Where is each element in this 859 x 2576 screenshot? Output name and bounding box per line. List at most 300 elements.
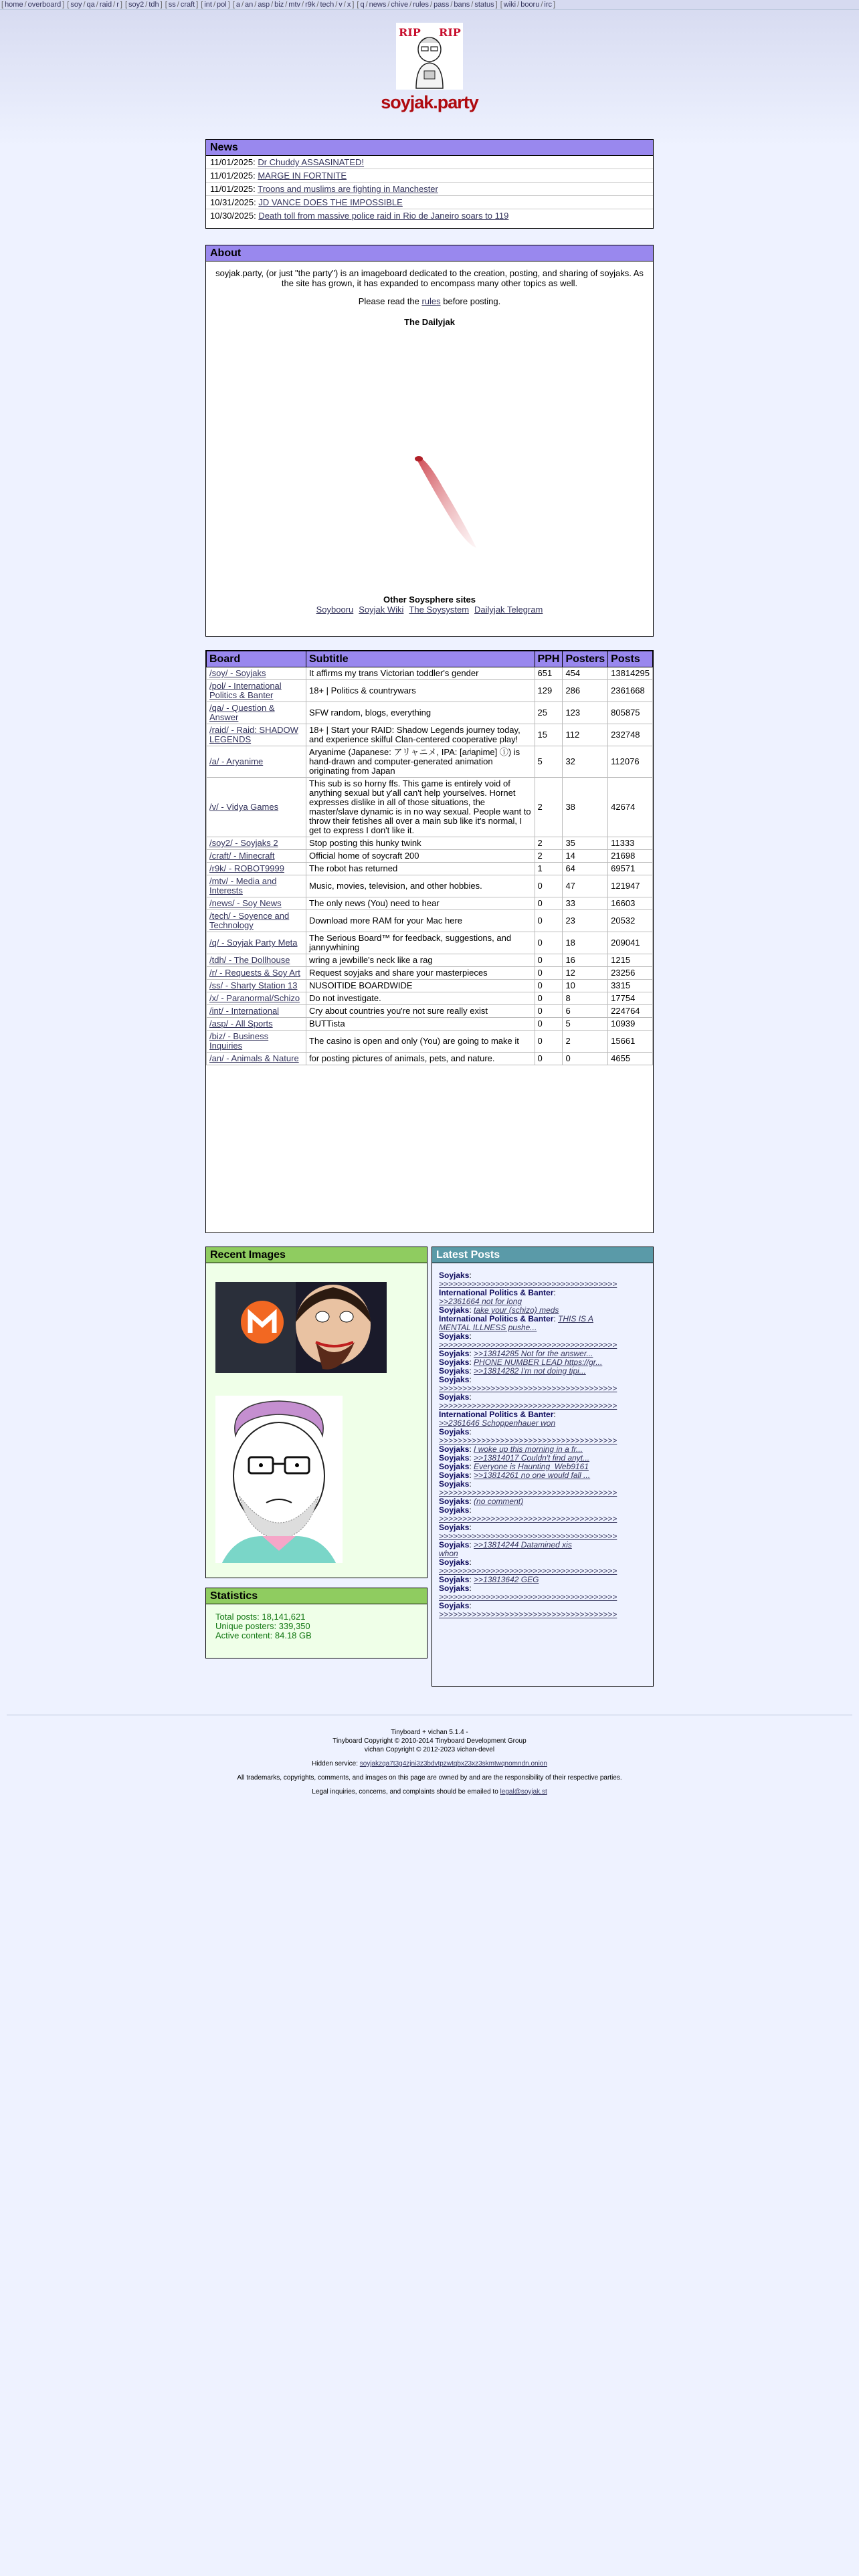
- latest-post-snippet[interactable]: >>2361646 Schoppenhauer won: [439, 1419, 556, 1428]
- site-logo: [396, 23, 463, 90]
- board-link[interactable]: /soy/ - Soyjaks: [209, 668, 266, 678]
- latest-post-line: [432, 1532, 653, 1541]
- nav-bracket: [: [357, 1, 359, 9]
- board-link[interactable]: /news/ - Soy News: [209, 898, 282, 908]
- col-posts: Posts: [608, 651, 653, 667]
- nav-link-tdh[interactable]: tdh: [149, 1, 159, 9]
- latest-post-board[interactable]: International Politics & Banter: [439, 1289, 554, 1297]
- board-posts: 21698: [608, 850, 653, 863]
- latest-post-snippet[interactable]: >>2361664 not for long: [439, 1297, 522, 1306]
- recent-image-1[interactable]: [215, 1282, 387, 1373]
- board-link[interactable]: /tech/ - Soyence and Technology: [209, 911, 290, 930]
- nav-bracket: ]: [352, 1, 355, 9]
- nav-link-bans[interactable]: bans: [454, 1, 470, 9]
- board-subtitle: SFW random, blogs, everything: [306, 702, 535, 724]
- latest-post-snippet[interactable]: >>>>>>>>>>>>>>>>>>>>>>>>>>>>>>>>>>>>>>: [439, 1436, 617, 1445]
- latest-post-line: [432, 1593, 653, 1602]
- news-link[interactable]: Death toll from massive police raid in Rio de Janeiro soars to 119: [258, 211, 509, 221]
- latest-post-colon: :: [469, 1358, 474, 1367]
- board-row: [207, 778, 653, 837]
- boards-header-row: [207, 651, 653, 667]
- news-date: 11/01/2025:: [210, 184, 256, 194]
- nav-link-craft[interactable]: craft: [180, 1, 195, 9]
- board-link[interactable]: /raid/ - Raid: SHADOW LEGENDS: [209, 725, 298, 744]
- board-cell: [207, 967, 306, 980]
- board-posts: 11333: [608, 837, 653, 850]
- nav-separator: /: [213, 1, 216, 9]
- latest-post-line: [432, 1436, 653, 1445]
- latest-post-snippet[interactable]: >>>>>>>>>>>>>>>>>>>>>>>>>>>>>>>>>>>>>>: [439, 1489, 617, 1497]
- board-link[interactable]: /qa/ - Question & Answer: [209, 703, 275, 722]
- latest-post-snippet[interactable]: >>13814282 I'm not doing tipi...: [474, 1367, 586, 1376]
- latest-post-board[interactable]: Soyjaks: [439, 1350, 470, 1358]
- statistics-box: [205, 1588, 427, 1658]
- board-pph: 129: [535, 680, 563, 702]
- board-link[interactable]: /r/ - Requests & Soy Art: [209, 968, 300, 978]
- latest-post-colon: :: [469, 1558, 472, 1567]
- board-pph: 0: [535, 1018, 563, 1031]
- latest-post-line: [432, 1610, 653, 1619]
- latest-posts-box: [432, 1247, 654, 1687]
- latest-post-board[interactable]: Soyjaks: [439, 1471, 470, 1480]
- latest-post-line: [432, 1497, 653, 1506]
- latest-post-board[interactable]: Soyjaks: [439, 1584, 470, 1593]
- recent-image-2[interactable]: [215, 1396, 343, 1563]
- latest-post-board[interactable]: Soyjaks: [439, 1480, 470, 1489]
- nav-link-irc[interactable]: irc: [544, 1, 553, 9]
- latest-post-line: [432, 1323, 653, 1332]
- legal-email-link[interactable]: legal@soyjak.st: [500, 1788, 547, 1796]
- latest-post-board[interactable]: Soyjaks: [439, 1428, 470, 1436]
- nav-link-int[interactable]: int: [204, 1, 212, 9]
- board-posts: 1215: [608, 954, 653, 967]
- board-subtitle: 18+ | Start your RAID: Shadow Legends journey today, and experience skilful Clan-centered cooperative play!: [306, 724, 535, 746]
- footer-line2: Tinyboard Copyright © 2010-2014 Tinyboard Development Group: [332, 1737, 527, 1745]
- board-row: [207, 980, 653, 992]
- latest-post-board[interactable]: International Politics & Banter: [439, 1315, 554, 1323]
- board-link[interactable]: /asp/ - All Sports: [209, 1018, 273, 1029]
- hidden-service-label: Hidden service:: [312, 1760, 360, 1767]
- news-link[interactable]: MARGE IN FORTNITE: [258, 171, 347, 181]
- nav-link-qa[interactable]: qa: [86, 1, 95, 9]
- col-board: Board: [207, 651, 306, 667]
- board-posters: 16: [563, 954, 608, 967]
- nav-link-x[interactable]: x: [347, 1, 351, 9]
- nav-link-an[interactable]: an: [245, 1, 254, 9]
- nav-link-raid[interactable]: raid: [99, 1, 112, 9]
- latest-post-colon: :: [469, 1541, 474, 1549]
- latest-post-snippet[interactable]: >>>>>>>>>>>>>>>>>>>>>>>>>>>>>>>>>>>>>>: [439, 1610, 617, 1619]
- board-link[interactable]: /tdh/ - The Dollhouse: [209, 955, 290, 965]
- board-posts: 232748: [608, 724, 653, 746]
- news-link[interactable]: Troons and muslims are fighting in Manchester: [258, 184, 438, 194]
- board-subtitle: Aryanime (Japanese: アリャニメ, IPA: [aɾʲaɲime] ⓘ) is hand-drawn and computer-generated animation originating from Japan: [306, 746, 535, 778]
- news-link[interactable]: Dr Chuddy ASSASINATED!: [258, 157, 365, 167]
- nav-bracket: [: [1, 1, 4, 9]
- board-subtitle: wring a jewbille's neck like a rag: [306, 954, 535, 967]
- news-link[interactable]: JD VANCE DOES THE IMPOSSIBLE: [258, 197, 403, 207]
- board-pph: 0: [535, 1005, 563, 1018]
- nav-link-v[interactable]: v: [339, 1, 343, 9]
- board-posters: 35: [563, 837, 608, 850]
- board-posters: 18: [563, 932, 608, 954]
- nav-link-wiki[interactable]: wiki: [503, 1, 516, 9]
- latest-post-snippet[interactable]: >>>>>>>>>>>>>>>>>>>>>>>>>>>>>>>>>>>>>>: [439, 1593, 617, 1602]
- latest-post-line: [432, 1419, 653, 1428]
- rules-link[interactable]: rules: [421, 296, 441, 306]
- board-pph: 0: [535, 1031, 563, 1053]
- top-nav-bar: [0, 0, 859, 10]
- latest-post-board[interactable]: Soyjaks: [439, 1332, 470, 1341]
- latest-post-board[interactable]: Soyjaks: [439, 1358, 470, 1367]
- board-cell: [207, 1018, 306, 1031]
- about-intro: soyjak.party, (or just "the party") is an imageboard dedicated to the creation, posting, and sharing of soyjaks. As the site has grown, it has expanded to encompass many other topics as well.: [215, 268, 644, 288]
- board-row: [207, 910, 653, 932]
- hidden-service-link[interactable]: soyjakzqa7t3g4zjni3z3bdvtpzwtqbx23xz3skmtwqnomndn.onion: [359, 1760, 547, 1767]
- board-link[interactable]: /biz/ - Business Inquiries: [209, 1031, 269, 1051]
- about-heading: About: [206, 245, 653, 261]
- nav-bracket: ]: [160, 1, 163, 9]
- about-box: [205, 245, 654, 637]
- board-row: [207, 850, 653, 863]
- board-posters: 32: [563, 746, 608, 778]
- latest-post-line: [432, 1558, 653, 1567]
- latest-post-line: [432, 1471, 653, 1480]
- latest-post-board[interactable]: Soyjaks: [439, 1463, 470, 1471]
- board-row: [207, 954, 653, 967]
- nav-link-pol[interactable]: pol: [217, 1, 227, 9]
- latest-post-colon: :: [469, 1428, 472, 1436]
- other-site-link[interactable]: Dailyjak Telegram: [474, 605, 543, 615]
- latest-post-board[interactable]: Soyjaks: [439, 1454, 470, 1463]
- board-row: [207, 702, 653, 724]
- board-row: [207, 1053, 653, 1065]
- board-link[interactable]: /mtv/ - Media and Interests: [209, 876, 277, 895]
- board-link[interactable]: /soy2/ - Soyjaks 2: [209, 838, 278, 848]
- board-posters: 8: [563, 992, 608, 1005]
- nav-bracket: ]: [62, 1, 65, 9]
- board-link[interactable]: /v/ - Vidya Games: [209, 802, 279, 812]
- nav-bracket: ]: [120, 1, 122, 9]
- latest-post-colon: :: [469, 1463, 474, 1471]
- nav-separator: /: [471, 1, 474, 9]
- latest-post-line: [432, 1576, 653, 1584]
- latest-post-snippet[interactable]: >>13814261 no one would fall ...: [474, 1471, 591, 1480]
- nav-separator: /: [316, 1, 319, 9]
- board-link[interactable]: /ss/ - Sharty Station 13: [209, 980, 298, 990]
- board-posters: 2: [563, 1031, 608, 1053]
- nav-link-booru[interactable]: booru: [520, 1, 540, 9]
- nav-separator: /: [241, 1, 244, 9]
- news-date: 10/31/2025:: [210, 197, 256, 207]
- latest-post-snippet[interactable]: >>>>>>>>>>>>>>>>>>>>>>>>>>>>>>>>>>>>>>: [439, 1515, 617, 1523]
- latest-post-line: [432, 1332, 653, 1341]
- latest-post-colon: :: [469, 1480, 472, 1489]
- board-subtitle: The Serious Board™ for feedback, suggestions, and jannywhining: [306, 932, 535, 954]
- board-cell: [207, 837, 306, 850]
- latest-post-line: [432, 1523, 653, 1532]
- latest-post-snippet[interactable]: Everyone is Haunting_Web9161: [474, 1463, 589, 1471]
- board-row: [207, 897, 653, 910]
- board-cell: [207, 980, 306, 992]
- nav-link-overboard[interactable]: overboard: [27, 1, 62, 9]
- latest-post-board[interactable]: Soyjaks: [439, 1558, 470, 1567]
- board-cell: [207, 910, 306, 932]
- latest-post-colon: :: [469, 1584, 472, 1593]
- nav-link-soy2[interactable]: soy2: [128, 1, 145, 9]
- latest-post-board[interactable]: Soyjaks: [439, 1306, 470, 1315]
- board-posters: 6: [563, 1005, 608, 1018]
- latest-post-snippet[interactable]: >>>>>>>>>>>>>>>>>>>>>>>>>>>>>>>>>>>>>>: [439, 1384, 617, 1393]
- board-pph: 15: [535, 724, 563, 746]
- board-subtitle: 18+ | Politics & countrywars: [306, 680, 535, 702]
- nav-link-soy[interactable]: soy: [70, 1, 82, 9]
- nav-link-chive[interactable]: chive: [391, 1, 409, 9]
- board-subtitle: Music, movies, television, and other hobbies.: [306, 875, 535, 897]
- board-subtitle: This sub is so horny ffs. This game is entirely void of anything sexual but y'all can't help yourselves. Hornet expresses dislike in all of those situations, the master/slave dynamic is in no way sexual. People want to throw their fetishes all over a main sub like it's normal, I get to express I don't like it.: [306, 778, 535, 837]
- board-posters: 112: [563, 724, 608, 746]
- news-item: [206, 183, 653, 196]
- board-pph: 2: [535, 850, 563, 863]
- board-posts: 17754: [608, 992, 653, 1005]
- board-pph: 0: [535, 897, 563, 910]
- news-item: [206, 169, 653, 183]
- board-cell: [207, 680, 306, 702]
- board-posts: 805875: [608, 702, 653, 724]
- board-posts: 209041: [608, 932, 653, 954]
- board-pph: 0: [535, 932, 563, 954]
- nav-separator: /: [541, 1, 543, 9]
- nav-bracket: [: [201, 1, 203, 9]
- board-pph: 651: [535, 667, 563, 680]
- latest-post-colon: :: [469, 1332, 472, 1341]
- board-posts: 121947: [608, 875, 653, 897]
- other-sites-links: [213, 605, 646, 615]
- statistics-list: [206, 1604, 427, 1640]
- nav-link-r[interactable]: r: [116, 1, 119, 9]
- board-link[interactable]: /x/ - Paranormal/Schizo: [209, 993, 300, 1003]
- board-posters: 33: [563, 897, 608, 910]
- nav-link-home[interactable]: home: [5, 1, 23, 9]
- board-cell: [207, 746, 306, 778]
- board-row: [207, 967, 653, 980]
- latest-post-snippet[interactable]: MENTAL ILLNESS pushe...: [439, 1323, 537, 1332]
- latest-post-snippet[interactable]: >>>>>>>>>>>>>>>>>>>>>>>>>>>>>>>>>>>>>>: [439, 1341, 617, 1350]
- latest-post-line: [432, 1393, 653, 1402]
- nav-link-rules[interactable]: rules: [413, 1, 430, 9]
- board-cell: [207, 850, 306, 863]
- nav-link-ss[interactable]: ss: [168, 1, 176, 9]
- board-cell: [207, 992, 306, 1005]
- nav-link-asp[interactable]: asp: [258, 1, 270, 9]
- nav-link-a[interactable]: a: [235, 1, 240, 9]
- board-link[interactable]: /craft/ - Minecraft: [209, 851, 275, 861]
- board-cell: [207, 667, 306, 680]
- latest-post-colon: :: [469, 1602, 472, 1610]
- nav-separator: /: [335, 1, 338, 9]
- board-subtitle: Stop posting this hunky twink: [306, 837, 535, 850]
- board-pph: 0: [535, 992, 563, 1005]
- latest-post-line: [432, 1506, 653, 1515]
- nav-separator: /: [343, 1, 346, 9]
- latest-post-board[interactable]: Soyjaks: [439, 1376, 470, 1384]
- latest-post-snippet[interactable]: (no comment): [474, 1497, 524, 1506]
- board-subtitle: Download more RAM for your Mac here: [306, 910, 535, 932]
- latest-post-board[interactable]: Soyjaks: [439, 1497, 470, 1506]
- board-cell: [207, 1031, 306, 1053]
- latest-post-colon: :: [469, 1523, 472, 1532]
- about-rules-text: [213, 296, 646, 306]
- board-posts: 16603: [608, 897, 653, 910]
- latest-post-snippet[interactable]: PHONE NUMBER LEAD https://gr...: [474, 1358, 603, 1367]
- board-pph: 0: [535, 875, 563, 897]
- news-item: [206, 156, 653, 169]
- board-cell: [207, 778, 306, 837]
- board-posts: 4655: [608, 1053, 653, 1065]
- footer-trademark: All trademarks, copyrights, comments, and images on this page are owned by and are the responsibility of their respective parties.: [237, 1774, 622, 1782]
- col-pph: PPH: [535, 651, 563, 667]
- nav-separator: /: [450, 1, 453, 9]
- board-subtitle: NUSOITIDE BOARDWIDE: [306, 980, 535, 992]
- nav-separator: /: [83, 1, 86, 9]
- statistic-line: Unique posters: 339,350: [215, 1621, 310, 1631]
- latest-post-snippet[interactable]: >>>>>>>>>>>>>>>>>>>>>>>>>>>>>>>>>>>>>>: [439, 1532, 617, 1541]
- latest-post-colon: :: [469, 1471, 474, 1480]
- nav-bracket: [: [165, 1, 167, 9]
- board-cell: [207, 897, 306, 910]
- latest-post-snippet[interactable]: whon: [439, 1549, 458, 1558]
- latest-post-board[interactable]: Soyjaks: [439, 1541, 470, 1549]
- board-link[interactable]: /a/ - Aryanime: [209, 756, 264, 766]
- rules-pre: Please read the: [358, 296, 422, 306]
- board-link[interactable]: /int/ - International: [209, 1006, 280, 1016]
- latest-post-colon: :: [469, 1306, 474, 1315]
- latest-post-line: [432, 1463, 653, 1471]
- nav-bracket: ]: [495, 1, 498, 9]
- news-date: 10/30/2025:: [210, 211, 256, 221]
- latest-post-snippet[interactable]: take your (schizo) meds: [474, 1306, 559, 1315]
- other-site-link[interactable]: The Soysystem: [409, 605, 470, 615]
- latest-post-line: [432, 1454, 653, 1463]
- latest-post-line: [432, 1584, 653, 1593]
- board-posters: 12: [563, 967, 608, 980]
- latest-post-snippet[interactable]: I woke up this morning in a fr...: [474, 1445, 583, 1454]
- latest-post-colon: :: [469, 1445, 474, 1454]
- board-posts: 3315: [608, 980, 653, 992]
- other-sites-heading: Other Soysphere sites: [383, 595, 476, 605]
- board-cell: [207, 863, 306, 875]
- board-posters: 38: [563, 778, 608, 837]
- nav-separator: /: [177, 1, 179, 9]
- news-box: [205, 139, 654, 229]
- board-link[interactable]: /q/ - Soyjak Party Meta: [209, 938, 298, 948]
- nav-separator: /: [24, 1, 27, 9]
- latest-posts-heading: Latest Posts: [432, 1247, 653, 1263]
- board-link[interactable]: /pol/ - International Politics & Banter: [209, 681, 282, 700]
- latest-post-board[interactable]: Soyjaks: [439, 1602, 470, 1610]
- board-cell: [207, 1053, 306, 1065]
- nav-link-r9k[interactable]: r9k: [305, 1, 316, 9]
- latest-post-line: [432, 1515, 653, 1523]
- latest-post-snippet[interactable]: >>13814244 Datamined xis: [474, 1541, 572, 1549]
- other-site-link[interactable]: Soyjak Wiki: [359, 605, 404, 615]
- latest-post-line: [432, 1280, 653, 1289]
- board-posts: 23256: [608, 967, 653, 980]
- latest-post-colon: :: [553, 1289, 556, 1297]
- latest-post-snippet[interactable]: >>>>>>>>>>>>>>>>>>>>>>>>>>>>>>>>>>>>>>: [439, 1280, 617, 1289]
- latest-post-snippet[interactable]: >>>>>>>>>>>>>>>>>>>>>>>>>>>>>>>>>>>>>>: [439, 1402, 617, 1410]
- nav-link-status[interactable]: status: [474, 1, 494, 9]
- latest-post-snippet[interactable]: >>>>>>>>>>>>>>>>>>>>>>>>>>>>>>>>>>>>>>: [439, 1567, 617, 1576]
- nav-separator: /: [285, 1, 288, 9]
- footer-line3: vichan Copyright © 2012-2023 vichan-devel: [364, 1746, 495, 1753]
- latest-post-board[interactable]: Soyjaks: [439, 1271, 470, 1280]
- nav-separator: /: [387, 1, 390, 9]
- nav-separator: /: [271, 1, 274, 9]
- latest-post-line: [432, 1315, 653, 1323]
- latest-post-line: [432, 1445, 653, 1454]
- nav-separator: /: [430, 1, 433, 9]
- nav-link-biz[interactable]: biz: [274, 1, 284, 9]
- board-row: [207, 724, 653, 746]
- latest-post-snippet[interactable]: >>13813642 GEG: [474, 1576, 539, 1584]
- latest-post-colon: :: [469, 1506, 472, 1515]
- latest-post-line: [432, 1549, 653, 1558]
- latest-post-board[interactable]: Soyjaks: [439, 1506, 470, 1515]
- boards-table: [206, 651, 653, 1065]
- latest-post-line: [432, 1567, 653, 1576]
- latest-post-colon: :: [469, 1576, 474, 1584]
- latest-post-line: [432, 1402, 653, 1410]
- nav-link-q[interactable]: q: [360, 1, 365, 9]
- nav-link-news[interactable]: news: [369, 1, 387, 9]
- board-subtitle: Official home of soycraft 200: [306, 850, 535, 863]
- latest-post-line: [432, 1367, 653, 1376]
- latest-post-line: [432, 1428, 653, 1436]
- nav-separator: /: [145, 1, 148, 9]
- latest-post-colon: :: [469, 1454, 474, 1463]
- latest-post-board[interactable]: Soyjaks: [439, 1367, 470, 1376]
- board-subtitle: The casino is open and only (You) are going to make it: [306, 1031, 535, 1053]
- board-row: [207, 1005, 653, 1018]
- latest-post-board[interactable]: Soyjaks: [439, 1523, 470, 1532]
- latest-post-snippet[interactable]: >>13814285 Not for the answer...: [474, 1350, 593, 1358]
- nav-link-pass[interactable]: pass: [434, 1, 450, 9]
- col-posters: Posters: [563, 651, 608, 667]
- latest-post-snippet[interactable]: THIS IS A: [558, 1315, 593, 1323]
- latest-post-line: [432, 1410, 653, 1419]
- latest-post-board[interactable]: Soyjaks: [439, 1576, 470, 1584]
- logo-rip-left: RIP: [399, 26, 421, 39]
- nav-link-tech[interactable]: tech: [320, 1, 335, 9]
- latest-post-board[interactable]: International Politics & Banter: [439, 1410, 554, 1419]
- latest-post-colon: :: [469, 1376, 472, 1384]
- news-item: [206, 209, 653, 222]
- board-link[interactable]: /r9k/ - ROBOT9999: [209, 863, 284, 873]
- latest-post-board[interactable]: Soyjaks: [439, 1445, 470, 1454]
- about-body: [206, 261, 653, 619]
- board-subtitle: The robot has returned: [306, 863, 535, 875]
- latest-post-board[interactable]: Soyjaks: [439, 1393, 470, 1402]
- news-date: 11/01/2025:: [210, 171, 256, 181]
- latest-post-colon: :: [469, 1271, 472, 1280]
- other-site-link[interactable]: Soybooru: [316, 605, 354, 615]
- board-posters: 0: [563, 1053, 608, 1065]
- latest-post-line: [432, 1602, 653, 1610]
- nav-link-mtv[interactable]: mtv: [288, 1, 301, 9]
- latest-post-snippet[interactable]: >>13814017 Couldn't find anyt...: [474, 1454, 590, 1463]
- board-link[interactable]: /an/ - Animals & Nature: [209, 1053, 299, 1063]
